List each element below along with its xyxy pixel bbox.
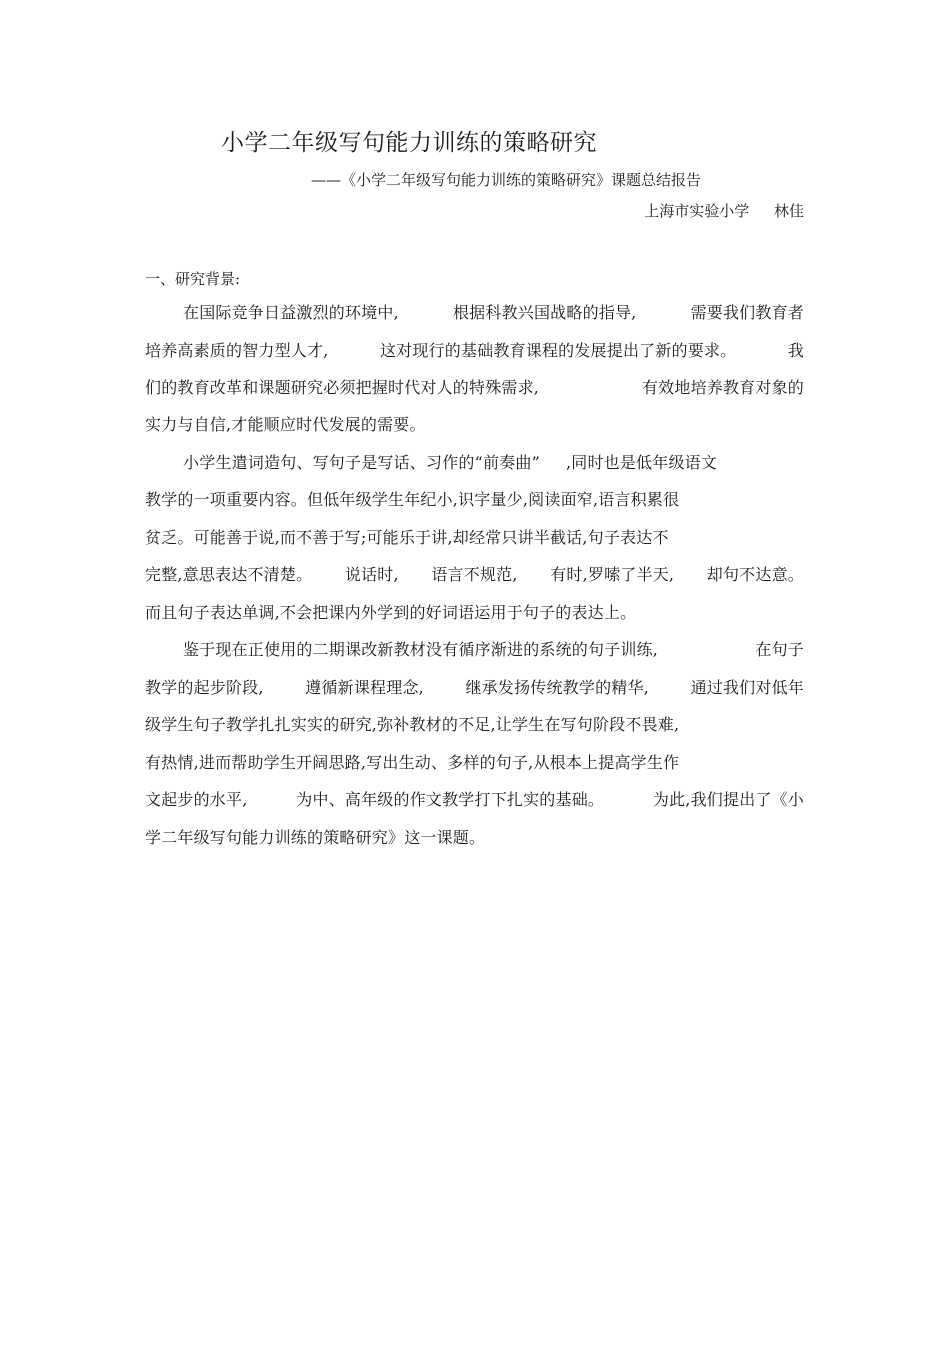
text-run: 需要我们教育者 [690, 303, 804, 322]
author-line [644, 200, 804, 221]
paragraph-line [145, 787, 804, 810]
text-run: 有时,罗嗦了半天, [550, 565, 675, 584]
text-run: 我 [787, 341, 804, 360]
text-run: 通过我们对低年 [690, 678, 804, 697]
text-run: 完整,意思表达不清楚。 [145, 565, 313, 584]
text-run: 继承发扬传统教学的精华, [465, 678, 649, 697]
document-subtitle: ——《小学二年级写句能力训练的策略研究》课题总结报告 [311, 171, 702, 189]
text-run: 教学的起步阶段, [145, 678, 264, 697]
paragraph-line [183, 637, 804, 660]
text-run: 说话时, [344, 565, 399, 584]
text-run: 在句子 [755, 640, 804, 659]
paragraph-line: 教学的一项重要内容。但低年级学生年纪小,识字量少,阅读面窄,语言积累很 [145, 490, 680, 509]
text-run: 小学生遣词造句、写句子是写话、习作的“前奏曲” [183, 453, 540, 472]
paragraph-line [145, 562, 804, 585]
paragraph-line: 实力与自信,才能顺应时代发展的需要。 [145, 415, 426, 434]
paragraph-line: 学二年级写句能力训练的策略研究》这一课题。 [145, 828, 486, 847]
paragraph-line: 级学生句子教学扎扎实实的研究,弥补教材的不足,让学生在写句阶段不畏难, [145, 715, 680, 734]
section-heading: 一、研究背景: [145, 270, 241, 288]
text-run: 有效地培养教育对象的 [641, 378, 804, 397]
text-run: 在国际竞争日益激烈的环境中, [183, 303, 399, 322]
paragraph-line: 贫乏。可能善于说,而不善于写;可能乐于讲,却经常只讲半截话,句子表达不 [145, 528, 669, 547]
text-run: 培养高素质的智力型人才, [145, 341, 329, 360]
text-run: 语言不规范, [431, 565, 518, 584]
author-name: 林佳 [773, 202, 804, 220]
paragraph-line [183, 450, 717, 473]
paragraph-line [145, 375, 804, 398]
paragraph-line: 而且句子表达单调,不会把课内外学到的好词语运用于句子的表达上。 [145, 603, 637, 622]
text-run: 为中、高年级的作文教学打下扎实的基础。 [296, 790, 605, 809]
paragraph-line [183, 300, 804, 323]
paragraph-line: 有热情,进而帮助学生开阔思路,写出生动、多样的句子,从根本上提高学生作 [145, 753, 680, 772]
text-run: 们的教育改革和课题研究必须把握时代对人的特殊需求, [145, 378, 540, 397]
paragraph-line [145, 675, 804, 698]
text-run: 为此,我们提出了《小 [652, 790, 804, 809]
text-run: 遵循新课程理念, [305, 678, 424, 697]
school-name: 上海市实验小学 [644, 202, 750, 220]
text-run: 鉴于现在正使用的二期课改新教材没有循序渐进的系统的句子训练, [183, 640, 659, 659]
document-title: 小学二年级写句能力训练的策略研究 [221, 130, 597, 156]
text-run: 根据科教兴国战略的指导, [452, 303, 637, 322]
text-run: 文起步的水平, [145, 790, 248, 809]
text-run: ,同时也是低年级语文 [565, 453, 718, 472]
text-run: 这对现行的基础教育课程的发展提出了新的要求。 [379, 341, 737, 360]
text-run: 却句不达意。 [706, 565, 804, 584]
paragraph-line [145, 338, 804, 361]
